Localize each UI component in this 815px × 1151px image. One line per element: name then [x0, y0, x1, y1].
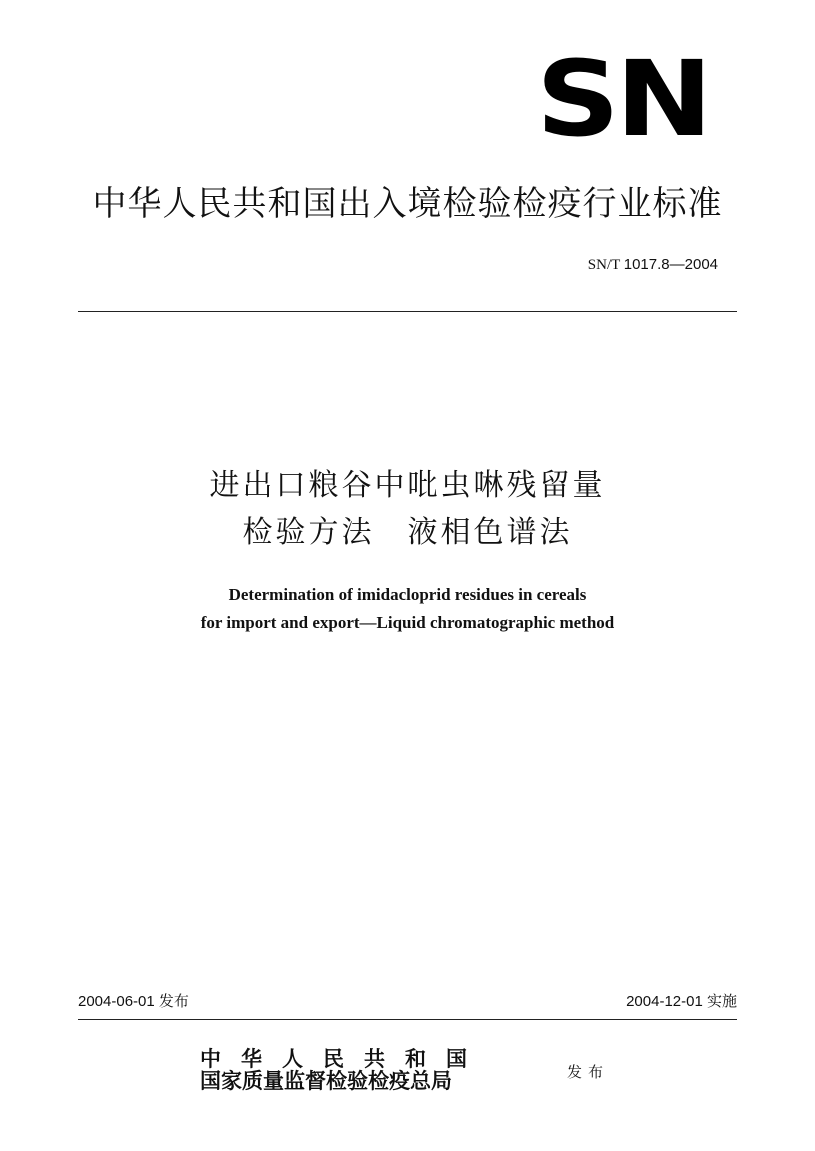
- issue-label: 发布: [567, 1063, 610, 1081]
- issuer-country: 中华人民共和国: [200, 1046, 487, 1071]
- top-divider: [78, 311, 737, 312]
- effective-date: 2004-12-01 实施: [626, 993, 737, 1010]
- english-title-line-1: Determination of imidacloprid residues in cereals: [228, 585, 587, 604]
- issue-date: 2004-06-01 发布: [78, 993, 189, 1010]
- english-title-line-2: for import and export—Liquid chromatographic method: [200, 613, 615, 632]
- standard-type-heading: 中华人民共和国出入境检验检疫行业标准: [92, 184, 723, 224]
- chinese-title-line-2: 检验方法 液相色谱法: [242, 515, 573, 550]
- chinese-title-line-1: 进出口粮谷中吡虫啉残留量: [209, 468, 606, 503]
- bottom-divider: [78, 1019, 737, 1020]
- standard-code-number: 1017.8—2004: [623, 256, 718, 273]
- standard-code-prefix: SN/T: [587, 257, 620, 273]
- issuer-agency: 国家质量监督检验检疫总局: [200, 1068, 452, 1093]
- standard-code: [588, 256, 718, 274]
- sn-logo: SN: [536, 38, 709, 160]
- issuing-authority: [200, 1048, 550, 1092]
